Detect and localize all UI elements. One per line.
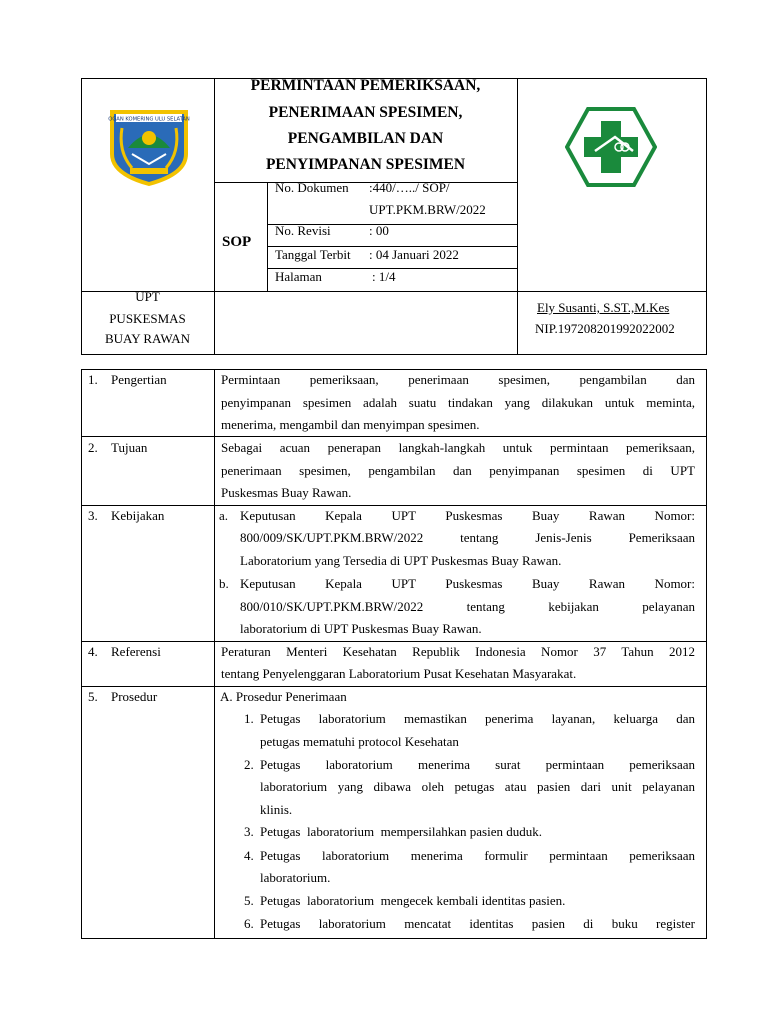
header-divider	[214, 182, 517, 183]
step-text: Petugas laboratorium menerima surat permintaan pemeriksaan	[260, 757, 695, 772]
logo-text: OGAN KOMERING ULU SELATAN	[108, 116, 190, 123]
section-number: 2.	[88, 440, 98, 455]
step-text: petugas mematuhi protocol Kesehatan	[260, 734, 459, 749]
kebijakan-marker: b.	[219, 576, 229, 591]
kebijakan-text: Laboratorium yang Tersedia di UPT Puskesmas Buay Rawan.	[240, 553, 562, 568]
pengertian-text: penyimpanan spesimen adalah suatu tindakan yang dilakukan untuk meminta,	[221, 395, 695, 410]
puskesmas-cross-logo	[565, 107, 657, 187]
regional-logo	[106, 108, 192, 186]
section-number: 5.	[88, 689, 98, 704]
referensi-text: tentang Penyelenggaran Laboratorium Pusat Kesehatan Masyarakat.	[221, 666, 577, 681]
meta-value-revisi: : 00	[369, 223, 389, 238]
step-number: 3.	[244, 824, 254, 839]
referensi-text: Peraturan Menteri Kesehatan Republik Indonesia Nomor 37 Tahun 2012	[221, 644, 695, 659]
meta-label-halaman: Halaman	[275, 269, 322, 284]
sop-label: SOP	[222, 234, 252, 250]
meta-value-halaman: : 1/4	[372, 269, 396, 284]
meta-label-tanggal: Tanggal Terbit	[275, 247, 351, 262]
sop-title-line: PENERIMAAN SPESIMEN,	[268, 104, 463, 121]
signatory-nip: NIP.197208201992022002	[535, 321, 675, 336]
kebijakan-text: Keputusan Kepala UPT Puskesmas Buay Rawan Nomor:	[240, 508, 695, 523]
step-text: Petugas laboratorium mencatat identitas pasien di buku register	[260, 916, 695, 931]
sop-title-line: PENYIMPANAN SPESIMEN	[265, 156, 466, 173]
step-text: laboratorium.	[260, 870, 331, 885]
section-number: 4.	[88, 644, 98, 659]
pengertian-text: menerima, mengambil dan menyimpan spesimen.	[221, 417, 480, 432]
org-line: BUAY RAWAN	[104, 331, 191, 346]
section-number: 1.	[88, 372, 98, 387]
step-text: Petugas laboratorium memastikan penerima layanan, keluarga dan	[260, 711, 695, 726]
kebijakan-marker: a.	[219, 508, 229, 523]
tujuan-text: Puskesmas Buay Rawan.	[221, 485, 352, 500]
signatory-name: Ely Susanti, S.ST.,M.Kes	[537, 300, 670, 315]
step-number: 4.	[244, 848, 254, 863]
header-divider	[267, 182, 268, 291]
section-label-tujuan: Tujuan	[111, 440, 148, 455]
step-text: laboratorium yang dibawa oleh petugas atau pasien dari unit pelayanan	[260, 779, 695, 794]
row-divider	[81, 641, 707, 642]
kebijakan-text: Keputusan Kepala UPT Puskesmas Buay Rawan Nomor:	[240, 576, 695, 591]
sop-title-line: PERMINTAAN PEMERIKSAAN,	[250, 77, 481, 94]
step-text: Petugas laboratorium menerima formulir permintaan pemeriksaan	[260, 848, 695, 863]
section-label-kebijakan: Kebijakan	[111, 508, 165, 523]
section-label-pengertian: Pengertian	[111, 372, 167, 387]
meta-label-revisi: No. Revisi	[275, 223, 331, 238]
row-divider	[81, 505, 707, 506]
step-number: 6.	[244, 916, 254, 931]
kebijakan-text: laboratorium di UPT Puskesmas Buay Rawan.	[240, 621, 482, 636]
meta-label-dokumen: No. Dokumen	[275, 180, 349, 195]
meta-value-dokumen-cont: UPT.PKM.BRW/2022	[369, 202, 486, 217]
step-text: Petugas laboratorium mengecek kembali identitas pasien.	[260, 893, 566, 908]
tujuan-text: penerimaan spesimen, pengambilan dan penyimpanan spesimen di UPT	[221, 463, 695, 478]
org-line: PUSKESMAS	[109, 311, 186, 326]
sop-title-line: PENGAMBILAN DAN	[287, 130, 444, 147]
section-label-referensi: Referensi	[111, 644, 161, 659]
pengertian-text: Permintaan pemeriksaan, penerimaan spesimen, pengambilan dan	[221, 372, 695, 387]
content-divider	[214, 369, 215, 939]
prosedur-heading: A. Prosedur Penerimaan	[220, 689, 347, 704]
kebijakan-text: 800/010/SK/UPT.PKM.BRW/2022 tentang kebijakan pelayanan	[240, 599, 695, 614]
row-divider	[81, 436, 707, 437]
step-text: Petugas laboratorium mempersilahkan pasien duduk.	[260, 824, 542, 839]
section-label-prosedur: Prosedur	[111, 689, 158, 704]
step-number: 2.	[244, 757, 254, 772]
step-text: klinis.	[260, 802, 293, 817]
step-number: 1.	[244, 711, 254, 726]
row-divider	[81, 686, 707, 687]
meta-value-tanggal: : 04 Januari 2022	[369, 247, 459, 262]
section-number: 3.	[88, 508, 98, 523]
kebijakan-text: 800/009/SK/UPT.PKM.BRW/2022 tentang Jenis-Jenis Pemeriksaan	[240, 530, 695, 545]
meta-value-dokumen: :440/…../ SOP/	[369, 180, 450, 195]
tujuan-text: Sebagai acuan penerapan langkah-langkah untuk permintaan pemeriksaan,	[221, 440, 695, 455]
org-line: UPT	[135, 289, 160, 304]
header-divider	[517, 78, 518, 355]
step-number: 5.	[244, 893, 254, 908]
